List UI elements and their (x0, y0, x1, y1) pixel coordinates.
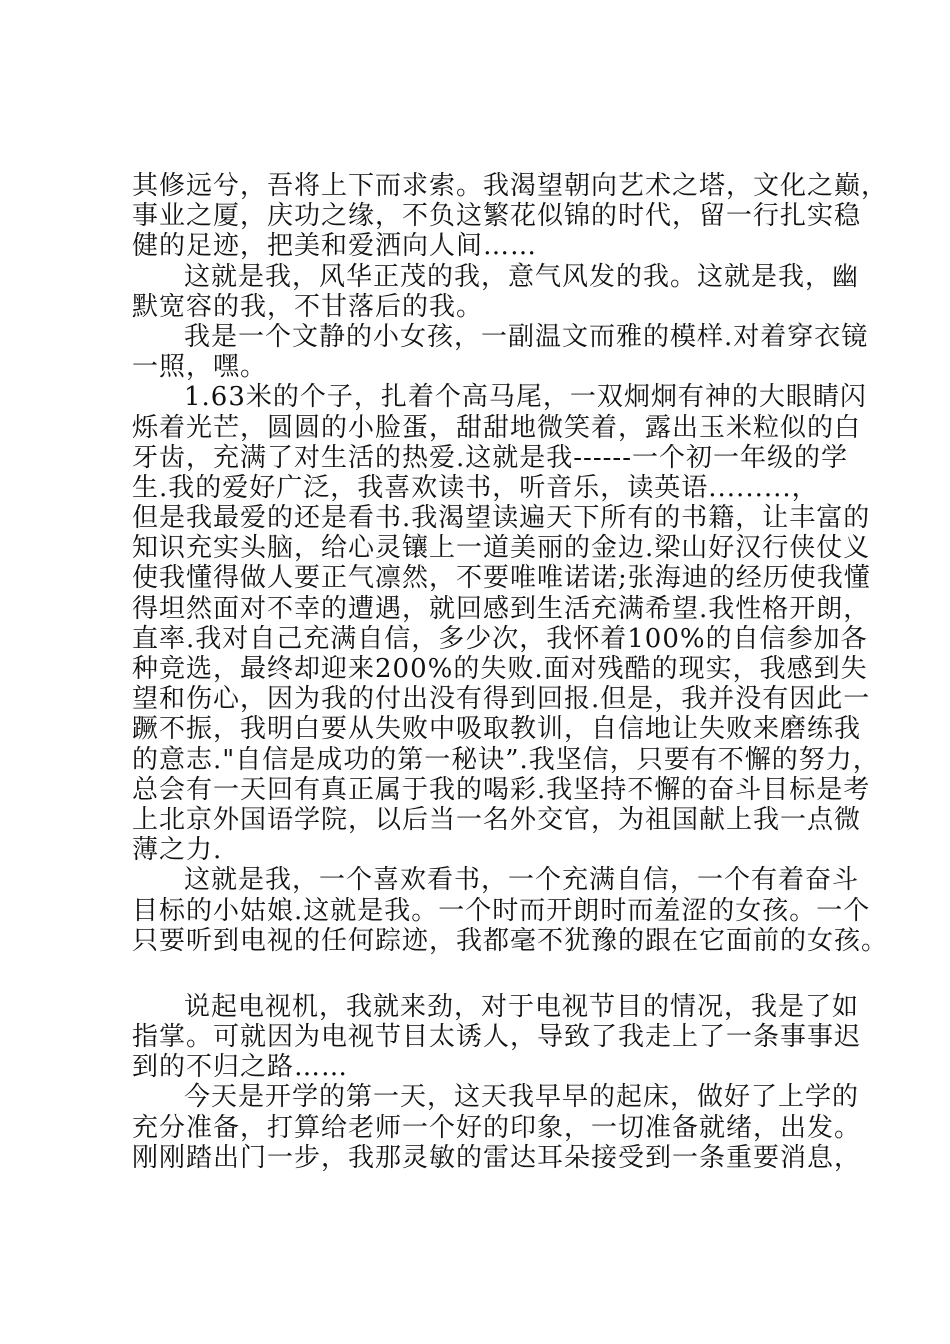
text-line: 但是我最爱的还是看书.我渴望读遍天下所有的书籍，让丰富的 (132, 503, 871, 534)
text-line: 薄之力. (132, 835, 223, 866)
text-line: 健的足迹，把美和爱洒向人间…… (132, 231, 538, 262)
text-line: 到的不归之路…… (132, 1052, 349, 1083)
text-line: 种竞选，最终却迎来200%的失败.面对残酷的现实，我感到失 (132, 654, 868, 684)
paragraph-gap (132, 956, 852, 992)
text-line: 得坦然面对不幸的遭遇，就回感到生活充满希望.我性格开朗， (132, 593, 871, 624)
text-line: 这就是我，一个喜欢看书，一个充满自信，一个有着奋斗 (184, 865, 860, 896)
text-line: 这就是我，风华正茂的我，意气风发的我。这就是我，幽 (184, 261, 860, 292)
text-line: 我是一个文静的小女孩，一副温文而雅的模样.对着穿衣镜 (184, 321, 869, 352)
text-line: 知识充实头脑，给心灵镶上一道美丽的金边.梁山好汉行侠仗义 (132, 533, 871, 564)
document-body (132, 171, 889, 1173)
text-line: 总会有一天回有真正属于我的喝彩.我坚持不懈的奋斗目标是考 (132, 774, 871, 805)
text-line: 一照，嘿。 (132, 352, 268, 383)
text-line: 说起电视机，我就来劲，对于电视节目的情况，我是了如 (184, 991, 860, 1022)
text-line: 生.我的爱好广泛，我喜欢读书，听音乐，读英语.........， (132, 472, 819, 503)
text-line: 直率.我对自己充满自信，多少次，我怀着100%的自信参加各 (132, 623, 868, 654)
text-line: 烁着光芒，圆圆的小脸蛋，甜甜地微笑着，露出玉米粒似的白 (132, 412, 862, 443)
text-line: 充分准备，打算给老师一个好的印象，一切准备就绪，出发。 (132, 1112, 862, 1143)
text-line: 牙齿，充满了对生活的热爱.这就是我------一个初一年级的学 (132, 442, 848, 473)
text-line: 目标的小姑娘.这就是我。一个时而开朗时而羞涩的女孩。一个 (132, 895, 871, 926)
text-line: 其修远兮，吾将上下而求索。我渴望朝向艺术之塔，文化之巅， (132, 171, 889, 201)
text-line: 刚刚踏出门一步，我那灵敏的雷达耳朵接受到一条重要消息， (132, 1142, 862, 1173)
text-line: 指掌。可就因为电视节目太诱人，导致了我走上了一条事事迟 (132, 1022, 862, 1053)
text-line: 蹶不振，我明白要从失败中吸取教训，自信地让失败来磨练我 (132, 714, 862, 745)
text-line: 上北京外国语学院，以后当一名外交官，为祖国献上我一点微 (132, 804, 862, 835)
text-line: 默宽容的我，不甘落后的我。 (132, 291, 484, 322)
text-line: 事业之厦，庆功之缘，不负这繁花似锦的时代，留一行扎实稳 (132, 201, 862, 232)
text-line: 望和伤心，因为我的付出没有得到回报.但是，我并没有因此一 (132, 684, 871, 715)
text-line: 使我懂得做人要正气凛然，不要唯唯诺诺;张海迪的经历使我懂 (132, 563, 871, 594)
text-line: 的意志."自信是成功的第一秘诀”.我坚信，只要有不懈的努力， (132, 744, 880, 775)
text-line: 1.63米的个子，扎着个高马尾，一双炯炯有神的大眼睛闪 (184, 382, 867, 413)
text-line: 今天是开学的第一天，这天我早早的起床，做好了上学的 (184, 1082, 860, 1113)
text-line: 只要听到电视的任何踪迹，我都毫不犹豫的跟在它面前的女孩。 (132, 925, 889, 956)
